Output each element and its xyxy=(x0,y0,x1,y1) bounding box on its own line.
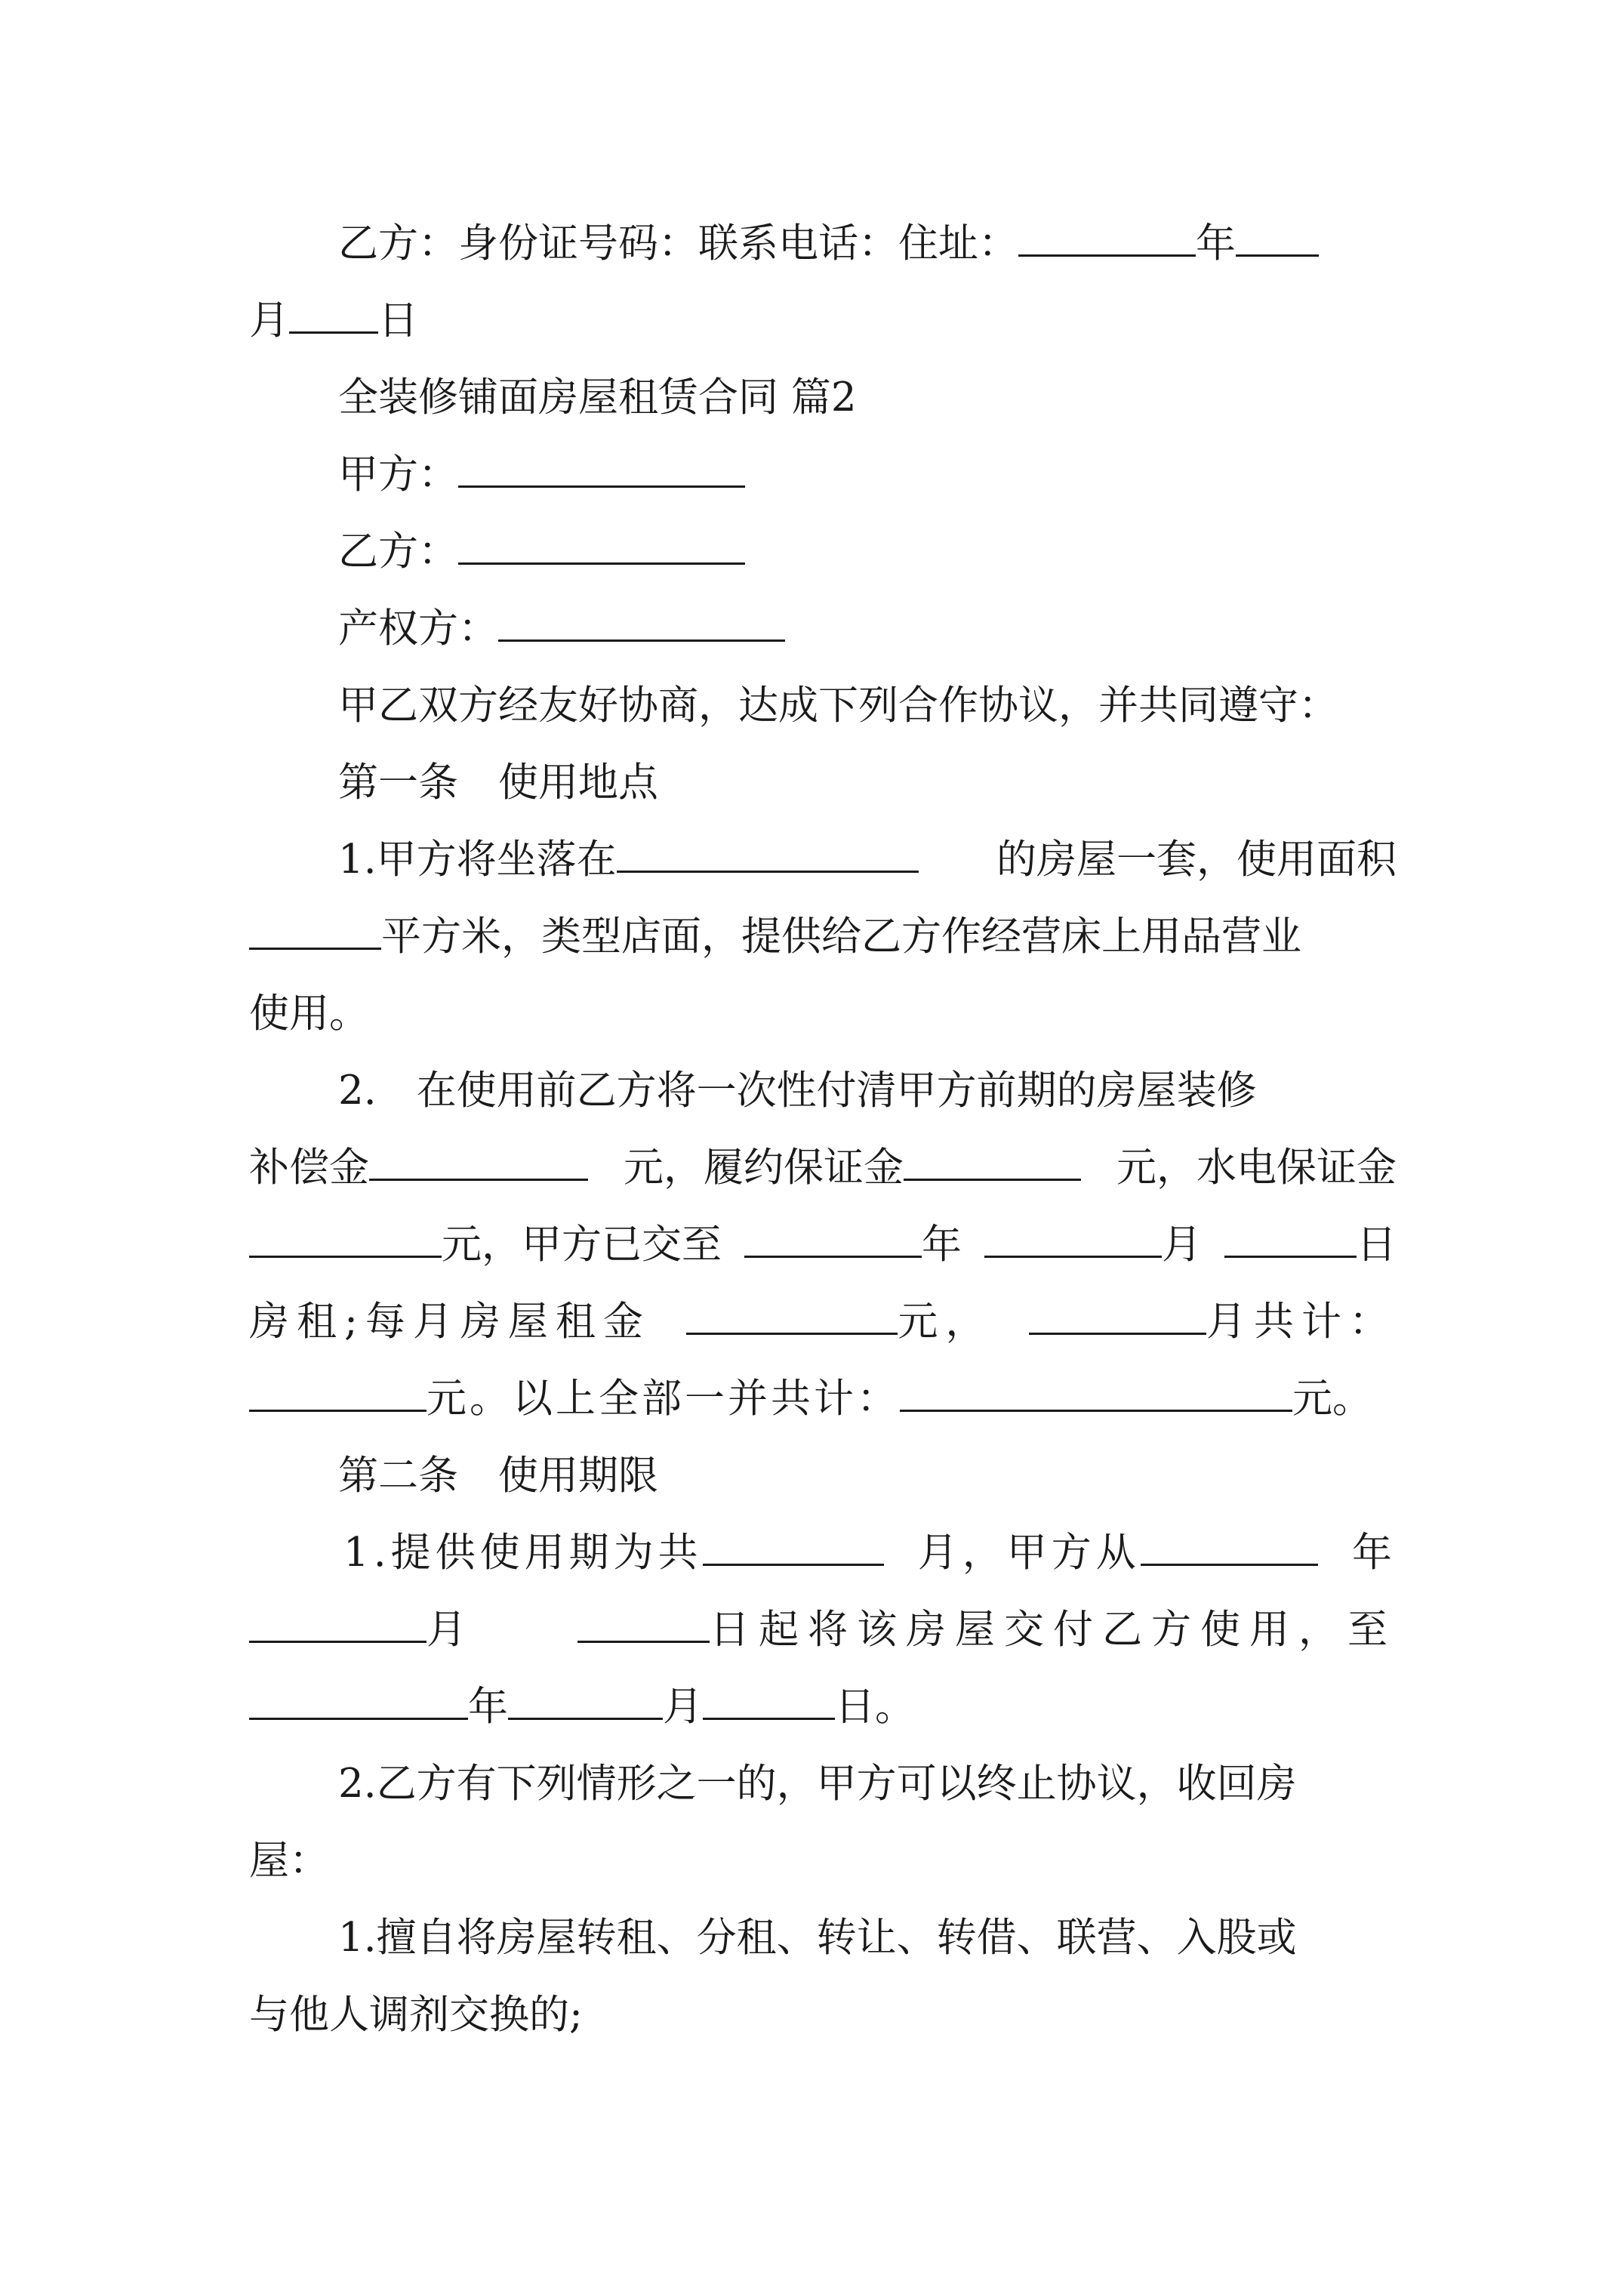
article-1-item-2-line-5 xyxy=(249,1372,1412,1426)
area-blank xyxy=(249,911,381,950)
item-text: 月 xyxy=(427,1607,476,1653)
item-text: 月共计： xyxy=(1206,1299,1397,1345)
blank xyxy=(289,295,378,334)
article-1-item-1-line-3: 使用。 xyxy=(249,991,369,1037)
item-text: 元， xyxy=(898,1299,993,1345)
article-2-item-1-line-3 xyxy=(249,1680,1397,1734)
blank xyxy=(1018,218,1196,257)
article-2-item-3-line-1: 1.擅自将房屋转租、分租、转让、转借、联营、入股或 xyxy=(338,1915,1297,1961)
owner-line xyxy=(338,602,1486,656)
start-month-blank xyxy=(249,1604,427,1643)
item-text: 年 xyxy=(1351,1530,1397,1576)
item-text: 年 xyxy=(468,1684,508,1730)
term-blank xyxy=(703,1527,884,1566)
party-b-info-text: 乙方：身份证号码：联系电话：住址： xyxy=(338,220,1018,267)
party-b-blank xyxy=(458,526,745,565)
owner-blank xyxy=(498,603,785,642)
item-text: 元。 xyxy=(1292,1376,1372,1422)
article-1-title: 第一条 使用地点 xyxy=(338,760,658,806)
month-blank xyxy=(984,1219,1162,1258)
location-blank xyxy=(617,834,919,873)
grand-total-blank xyxy=(900,1373,1292,1412)
article-2-item-1-line-2 xyxy=(249,1603,1397,1657)
party-b-info-line xyxy=(338,217,1397,271)
start-year-blank xyxy=(1141,1527,1318,1566)
owner-label: 产权方： xyxy=(338,606,498,652)
year-label: 年 xyxy=(1196,220,1236,267)
party-b-line xyxy=(338,525,1486,579)
article-2-item-2-line-2: 屋： xyxy=(249,1838,329,1884)
party-a-label: 甲方： xyxy=(338,451,458,498)
article-2-title: 第二条 使用期限 xyxy=(338,1453,658,1499)
item-text: 1.甲方将坐落在 xyxy=(338,837,617,883)
utility-deposit-blank xyxy=(249,1219,442,1258)
item-text: 元，履约保证金 xyxy=(624,1145,904,1191)
compensation-blank xyxy=(369,1142,588,1181)
section-title: 全装修铺面房屋租赁合同 篇2 xyxy=(338,374,857,421)
article-2-item-3-line-2: 与他人调剂交换的; xyxy=(249,1992,583,2038)
performance-deposit-blank xyxy=(904,1142,1081,1181)
item-text: 日起将该房屋交付乙方使用，至 xyxy=(710,1607,1397,1653)
party-b-label: 乙方： xyxy=(338,529,458,575)
item-text: 1.提供使用期为共 xyxy=(343,1530,703,1576)
item-text: 月 xyxy=(1162,1222,1202,1268)
party-b-date-line xyxy=(249,294,1397,348)
item-text: 元。以上全部一并共计： xyxy=(427,1376,900,1422)
month-label: 月 xyxy=(249,297,289,344)
article-2-item-1-line-1 xyxy=(343,1526,1397,1580)
subtotal-blank xyxy=(249,1373,427,1412)
article-1-item-1-line-1 xyxy=(338,833,1397,887)
intro-paragraph: 甲乙双方经友好协商，达成下列合作协议，并共同遵守： xyxy=(338,683,1338,729)
rent-blank xyxy=(686,1296,898,1335)
item-text: 日。 xyxy=(835,1684,915,1730)
article-1-item-2-line-4 xyxy=(249,1295,1397,1349)
article-1-item-2-line-2 xyxy=(249,1141,1397,1195)
months-blank xyxy=(1029,1296,1206,1335)
article-1-item-2-line-3 xyxy=(249,1218,1397,1272)
item-text: 月 xyxy=(663,1684,703,1730)
day-blank xyxy=(1224,1219,1357,1258)
end-month-blank xyxy=(508,1681,663,1720)
item-text: 元，水电保证金 xyxy=(1116,1145,1397,1191)
item-text: 月，甲方从 xyxy=(917,1530,1141,1576)
item-text: 年 xyxy=(922,1222,962,1268)
item-text: 房租;每月房屋租金 xyxy=(249,1299,651,1345)
article-2-item-2-line-1: 2.乙方有下列情形之一的，甲方可以终止协议，收回房 xyxy=(338,1761,1297,1807)
item-text: 补偿金 xyxy=(249,1145,369,1191)
item-text: 的房屋一套，使用面积 xyxy=(996,837,1397,883)
party-a-line xyxy=(338,448,1486,502)
blank xyxy=(1236,218,1319,257)
end-day-blank xyxy=(703,1681,835,1720)
item-text: 元，甲方已交至 xyxy=(442,1222,722,1268)
article-1-item-2-line-1: 2. 在使用前乙方将一次性付清甲方前期的房屋装修 xyxy=(338,1068,1257,1114)
article-1-item-1-line-2 xyxy=(249,910,1397,964)
party-a-blank xyxy=(458,449,745,488)
end-year-blank xyxy=(249,1681,468,1720)
year-blank xyxy=(744,1219,922,1258)
item-text: 平方米，类型店面，提供给乙方作经营床上用品营业 xyxy=(381,914,1301,960)
day-label: 日 xyxy=(378,297,418,344)
item-text: 日 xyxy=(1357,1222,1397,1268)
start-day-blank xyxy=(577,1604,710,1643)
